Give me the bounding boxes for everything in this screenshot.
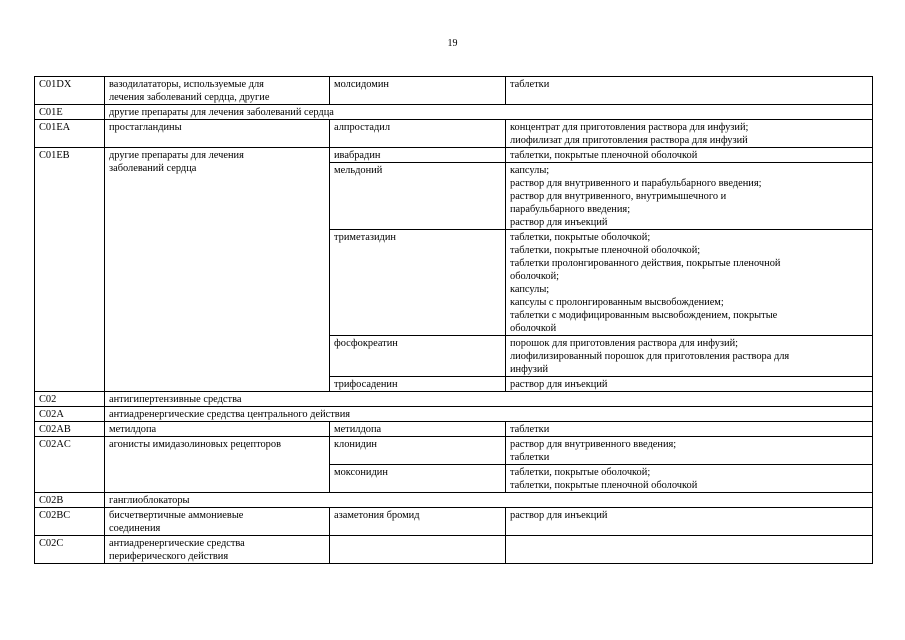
drug-name: моксонидин <box>330 465 506 493</box>
atc-group-name: антиадренергические средства центрального действия <box>105 407 873 422</box>
atc-group-name: агонисты имидазолиновых рецепторов <box>105 437 330 493</box>
dosage-form: раствор для инъекций <box>506 377 873 392</box>
atc-code: C01EB <box>35 148 105 392</box>
drug-name: метилдопа <box>330 422 506 437</box>
atc-group-name: простагландины <box>105 120 330 148</box>
atc-code: C01EA <box>35 120 105 148</box>
drug-name: триметазидин <box>330 230 506 336</box>
drug-name: мельдоний <box>330 163 506 230</box>
atc-group-name: другие препараты для лечения заболеваний сердца <box>105 105 873 120</box>
table-row <box>35 392 873 407</box>
table-row <box>35 105 873 120</box>
drug-name: фосфокреатин <box>330 336 506 377</box>
dosage-form: таблетки, покрытые оболочкой; таблетки, покрытые пленочной оболочкой <box>506 465 873 493</box>
atc-code: C02AB <box>35 422 105 437</box>
atc-code: C02 <box>35 392 105 407</box>
atc-group-name: антиадренергические средства периферического действия <box>105 536 330 564</box>
dosage-form: таблетки <box>506 422 873 437</box>
dosage-form: раствор для инъекций <box>506 508 873 536</box>
drug-name: азаметония бромид <box>330 508 506 536</box>
dosage-form: раствор для внутривенного введения; таблетки <box>506 437 873 465</box>
dosage-form: порошок для приготовления раствора для инфузий; лиофилизированный порошок для приготовления раствора для инфузий <box>506 336 873 377</box>
atc-code: C02BC <box>35 508 105 536</box>
table-row <box>35 508 873 536</box>
table-row <box>35 493 873 508</box>
dosage-form: концентрат для приготовления раствора для инфузий; лиофилизат для приготовления раствора для инфузий <box>506 120 873 148</box>
page-number: 19 <box>447 38 458 49</box>
atc-group-name: другие препараты для лечения заболеваний сердца <box>105 148 330 392</box>
dosage-form: таблетки <box>506 77 873 105</box>
table-row <box>35 148 873 163</box>
atc-group-name: антигипертензивные средства <box>105 392 873 407</box>
table-row <box>35 536 873 564</box>
atc-code: C02A <box>35 407 105 422</box>
table-row <box>35 407 873 422</box>
table-row <box>35 437 873 465</box>
drug-name: алпростадил <box>330 120 506 148</box>
atc-group-name: бисчетвертичные аммониевые соединения <box>105 508 330 536</box>
drug-name: клонидин <box>330 437 506 465</box>
atc-group-name: ганглиоблокаторы <box>105 493 873 508</box>
atc-code: C02B <box>35 493 105 508</box>
atc-code: C01E <box>35 105 105 120</box>
table-row <box>35 77 873 105</box>
atc-code: C01DX <box>35 77 105 105</box>
drug-name <box>330 536 506 564</box>
table-row <box>35 120 873 148</box>
drug-table <box>34 76 873 564</box>
atc-code: C02C <box>35 536 105 564</box>
dosage-form: таблетки, покрытые пленочной оболочкой <box>506 148 873 163</box>
dosage-form: таблетки, покрытые оболочкой; таблетки, покрытые пленочной оболочкой; таблетки пролонгированного действия, покрытые пленочной оболочкой; капсулы; капсулы с пролонгированным высвобождением; таблетки с модифицированным высвобождением, покрытые оболочкой <box>506 230 873 336</box>
atc-code: C02AC <box>35 437 105 493</box>
dosage-form: капсулы; раствор для внутривенного и парабульбарного введения; раствор для внутривенного, внутримышечного и парабульбарного введения; раствор для инъекций <box>506 163 873 230</box>
dosage-form <box>506 536 873 564</box>
table-row <box>35 422 873 437</box>
drug-name: ивабрадин <box>330 148 506 163</box>
atc-group-name: вазодилататоры, используемые для лечения заболеваний сердца, другие <box>105 77 330 105</box>
drug-name: трифосаденин <box>330 377 506 392</box>
drug-name: молсидомин <box>330 77 506 105</box>
atc-group-name: метилдопа <box>105 422 330 437</box>
